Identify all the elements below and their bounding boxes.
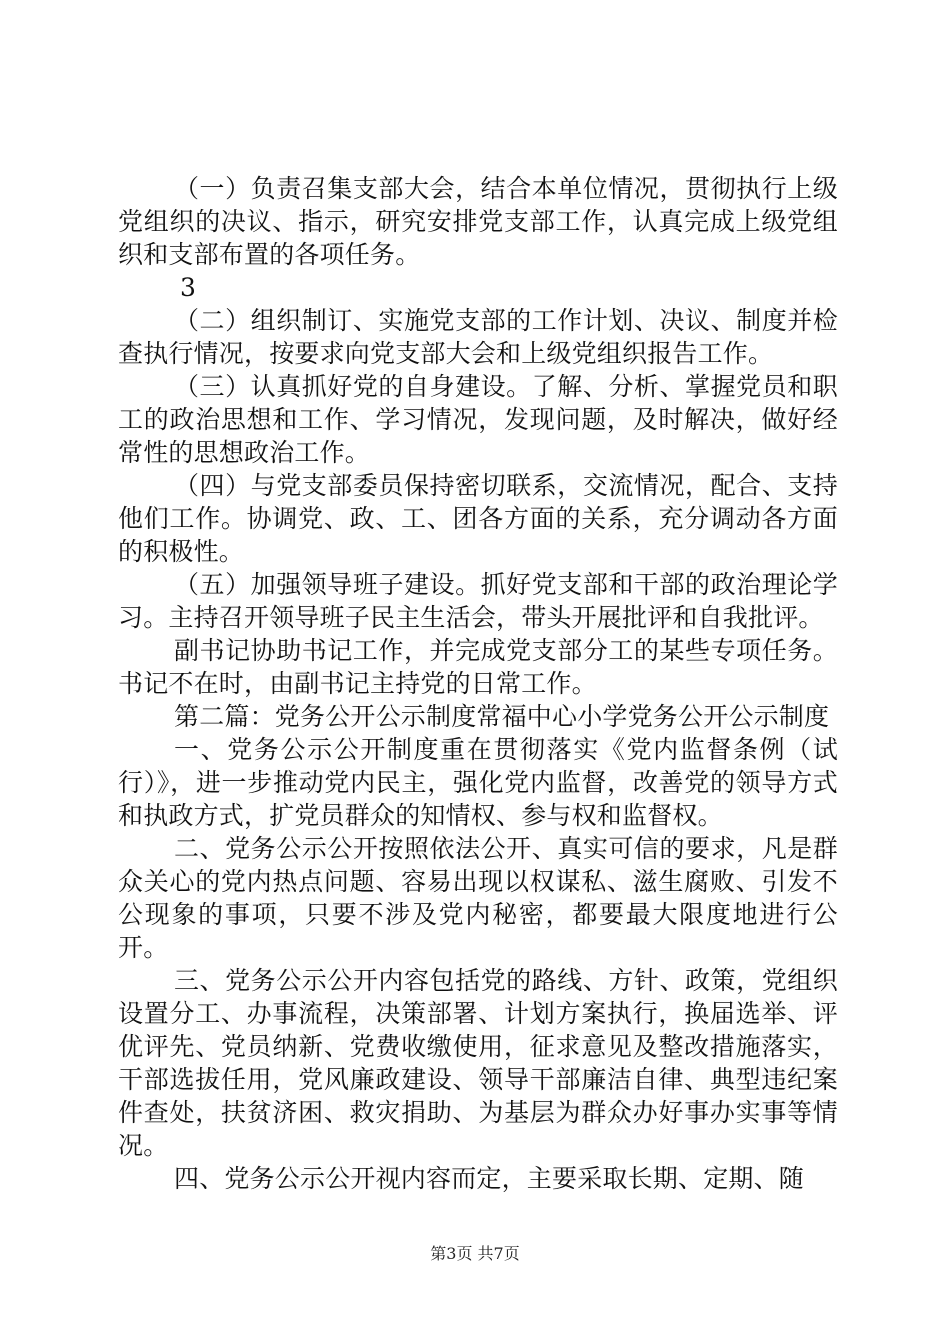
paragraph-duty-5: （五）加强领导班子建设。抓好党支部和干部的政治理论学习。主持召开领导班子民主生活会，带头开展批评和自我批评。 — [118, 570, 838, 632]
document-body — [118, 172, 838, 1195]
paragraph-rule-3: 三、党务公示公开内容包括党的路线、方针、政策，党组织设置分工、办事流程，决策部署、计划方案执行，换届选举、评优评先、党员纳新、党费收缴使用，征求意见及整改措施落实，干部选拔任用，党风廉政建设、领导干部廉洁自律、典型违纪案件查处，扶贫济困、救灾捐助、为基层为群众办好事办实事等情况。 — [118, 966, 838, 1160]
paragraph-rule-4: 四、党务公示公开视内容而定，主要采取长期、定期、随 — [174, 1164, 805, 1193]
paragraph-rule-2: 二、党务公示公开按照依法公开、真实可信的要求，凡是群众关心的党内热点问题、容易出现以权谋私、滋生腐败、引发不公现象的事项，只要不涉及党内秘密，都要最大限度地进行公开。 — [118, 834, 838, 962]
paragraph-duty-1: （一）负责召集支部大会，结合本单位情况，贯彻执行上级党组织的决议、指示，研究安排党支部工作，认真完成上级党组织和支部布置的各项任务。 — [118, 174, 838, 269]
paragraph-duty-4: （四）与党支部委员保持密切联系，交流情况，配合、支持他们工作。协调党、政、工、团各方面的关系，充分调动各方面的积极性。 — [118, 471, 838, 566]
page-footer: 第3页 共7页 — [430, 1244, 520, 1263]
paragraph-rule-1: 一、党务公示公开制度重在贯彻落实《党内监督条例（试行）》，进一步推动党内民主，强化党内监督，改善党的领导方式和执政方式，扩党员群众的知情权、参与权和监督权。 — [118, 735, 838, 830]
paragraph-duty-3: （三）认真抓好党的自身建设。了解、分析、掌握党员和职工的政治思想和工作、学习情况，发现问题，及时解决，做好经常性的思想政治工作。 — [118, 372, 838, 467]
paragraph-deputy-secretary: 副书记协助书记工作，并完成党支部分工的某些专项任务。书记不在时，由副书记主持党的日常工作。 — [118, 636, 838, 698]
paragraph-duty-2: （二）组织制订、实施党支部的工作计划、决议、制度并检查执行情况，按要求向党支部大会和上级党组织报告工作。 — [118, 306, 838, 368]
section-heading-part-two: 第二篇：党务公开公示制度常福中心小学党务公开公示制度 — [174, 702, 830, 731]
page-number-marker: 3 — [180, 273, 197, 302]
